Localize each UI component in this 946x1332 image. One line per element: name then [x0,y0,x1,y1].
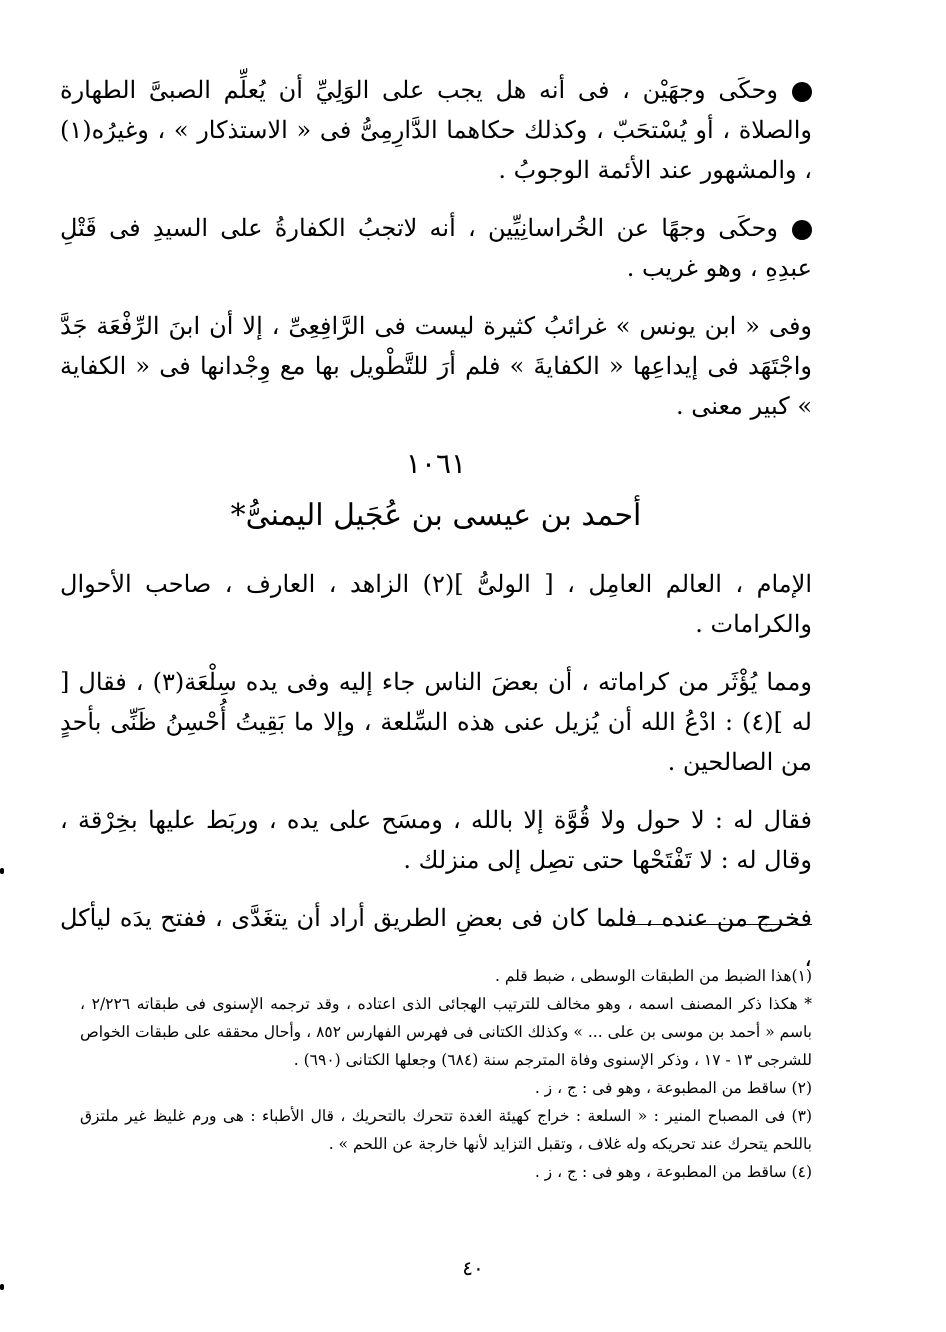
paragraph-5: ومما يُؤْثَر من كراماته ، أن بعضَ الناس جاء إليه وفى يده سِلْعَة(٣) ، فقال [ له ](٤) : ادْعُ الله أن يُزيل عنى هذه السِّلعة ، وإلا ما بَقِيتُ أُحْسِنُ ظَنِّى بأحدٍ من الصالحين . [60,668,812,776]
paragraph-2 [60,208,812,288]
page-number: ٤٠ [462,1256,484,1280]
footnote-4: (٤) ساقط من المطبوعة ، وهو فى : ج ، ز . [534,1163,812,1181]
entry-number: ١٠٦١ [405,447,467,480]
footnotes [80,962,812,1186]
page-body [60,70,812,996]
paragraph-3: وفى « ابن يونس » غرائبُ كثيرة ليست فى الرَّافِعِىِّ ، إلا أن ابنَ الرِّفْعَة جَدَّ واجْتَهَد فى إيداعِها « الكفايةَ » فلم أرَ للتَّطْويل بها مع وِجْدانها فى « الكفاية » كبير معنى . [60,312,812,420]
bullet-icon [792,82,812,102]
paragraph-1 [60,70,812,190]
paragraph-2-text: وحكَى وجهًا عن الخُراسانِيِّين ، أنه لاتجبُ الكفارةُ على السيدِ فى قَتْلِ عبدِهِ ، وهو غريب . [60,214,812,282]
scan-speck [0,868,4,874]
footnote-2: (٢) ساقط من المطبوعة ، وهو فى : ج ، ز . [534,1079,812,1097]
scan-speck [0,1284,4,1290]
entry-heading: أحمد بن عيسى بن عُجَيل اليمنىُّ* [230,498,642,533]
paragraph-4: الإمام ، العالم العامِل ، [ الولىُّ ](٢) الزاهد ، العارف ، صاحب الأحوال والكرامات . [60,570,812,638]
paragraph-6: فقال له : لا حول ولا قُوَّة إلا بالله ، ومسَح على يده ، وربَط عليها بخِرْقة ، وقال له : لا تَفْتَحْها حتى تصِل إلى منزلك . [60,806,812,874]
footnote-3: (٣) فى المصباح المنير : « السلعة : خراج كهيئة الغدة تتحرك بالتحريك ، قال الأطباء : هى ورم غليظ غير ملتزق باللحم يتحرك عند تحريكه وله غلاف ، وتقبل التزايد لأنها خارجة عن اللحم » . [80,1107,812,1153]
bullet-icon [792,220,812,240]
paragraph-7: فخرج من عنده ، فلما كان فى بعضِ الطريق أراد أن يتغَدَّى ، ففتح يدَه ليأكل ، [60,904,812,972]
footnote-divider [632,924,812,925]
footnote-star: * هكذا ذكر المصنف اسمه ، وهو مخالف للترتيب الهجائى الذى اعتاده ، وقد ترجمه الإسنوى فى طبقاته ٢/٢٢٦ ، باسم « أحمد بن موسى بن على ... » وكذلك الكتانى فى فهرس الفهارس ٨٥٢ ، وأحال محققه على طبقات الخواص للشرجى ١٣ - ١٧ ، وذكر الإسنوى وفاة المترجم سنة (٦٨٤) وجعلها الكتانى (٦٩٠) . [80,995,812,1069]
footnote-1: (١)هذا الضبط من الطبقات الوسطى ، ضبط قلم . [494,967,812,985]
paragraph-1-text: وحكَى وجهَيْن ، فى أنه هل يجب على الوَلِيِّ أن يُعلِّم الصبىَّ الطهارة والصلاة ، أو يُسْتحَبّ ، وكذلك حكاهما الدَّارِمِىُّ فى « الاستذكار » ، وغيرُه(١) ، والمشهور عند الأئمة الوجوبُ . [60,76,812,184]
